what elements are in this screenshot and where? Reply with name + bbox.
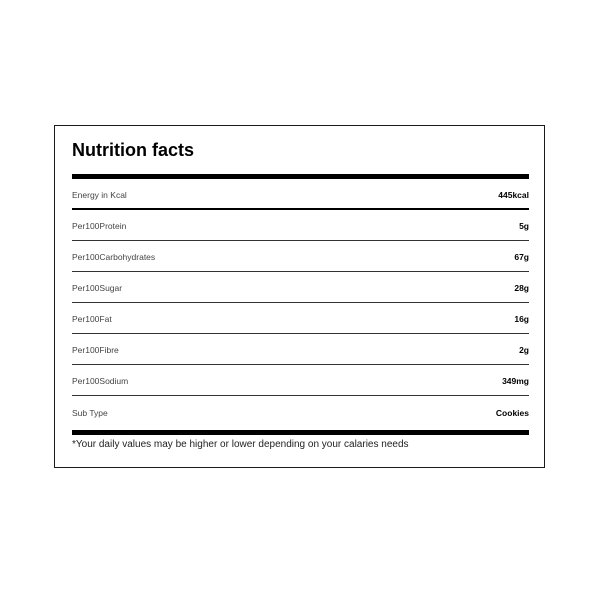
row-label: Per100Carbohydrates (72, 252, 156, 262)
row-value: 67g (514, 252, 529, 262)
nutrition-row-fibre (72, 334, 529, 365)
row-value: 349mg (502, 376, 529, 386)
nutrition-row-carbohydrates (72, 241, 529, 272)
nutrition-row-sugar (72, 272, 529, 303)
row-value: Cookies (495, 408, 529, 418)
nutrition-row-energy (72, 179, 529, 210)
row-value: 16g (514, 314, 529, 324)
row-value: 28g (514, 283, 529, 293)
row-value: 5g (519, 221, 529, 231)
panel-title: Nutrition facts (72, 140, 195, 160)
footer-divider (72, 430, 529, 435)
row-label: Per100Protein (72, 221, 127, 231)
row-value: 2g (519, 345, 529, 355)
nutrition-row-fat (72, 303, 529, 334)
row-value: 445kcal (498, 189, 529, 200)
row-label: Per100Fibre (72, 345, 119, 355)
nutrition-table (72, 179, 529, 428)
footnote: *Your daily values may be higher or lower depending on your calaries needs (72, 439, 409, 450)
row-label: Sub Type (72, 408, 108, 418)
nutrition-row-protein (72, 210, 529, 241)
nutrition-row-sub-type (72, 396, 529, 428)
row-label: Per100Sodium (72, 376, 129, 386)
nutrition-row-sodium (72, 365, 529, 396)
row-label: Energy in Kcal (72, 189, 127, 200)
nutrition-facts-panel (54, 125, 545, 468)
row-label: Per100Fat (72, 314, 112, 324)
row-label: Per100Sugar (72, 283, 123, 293)
